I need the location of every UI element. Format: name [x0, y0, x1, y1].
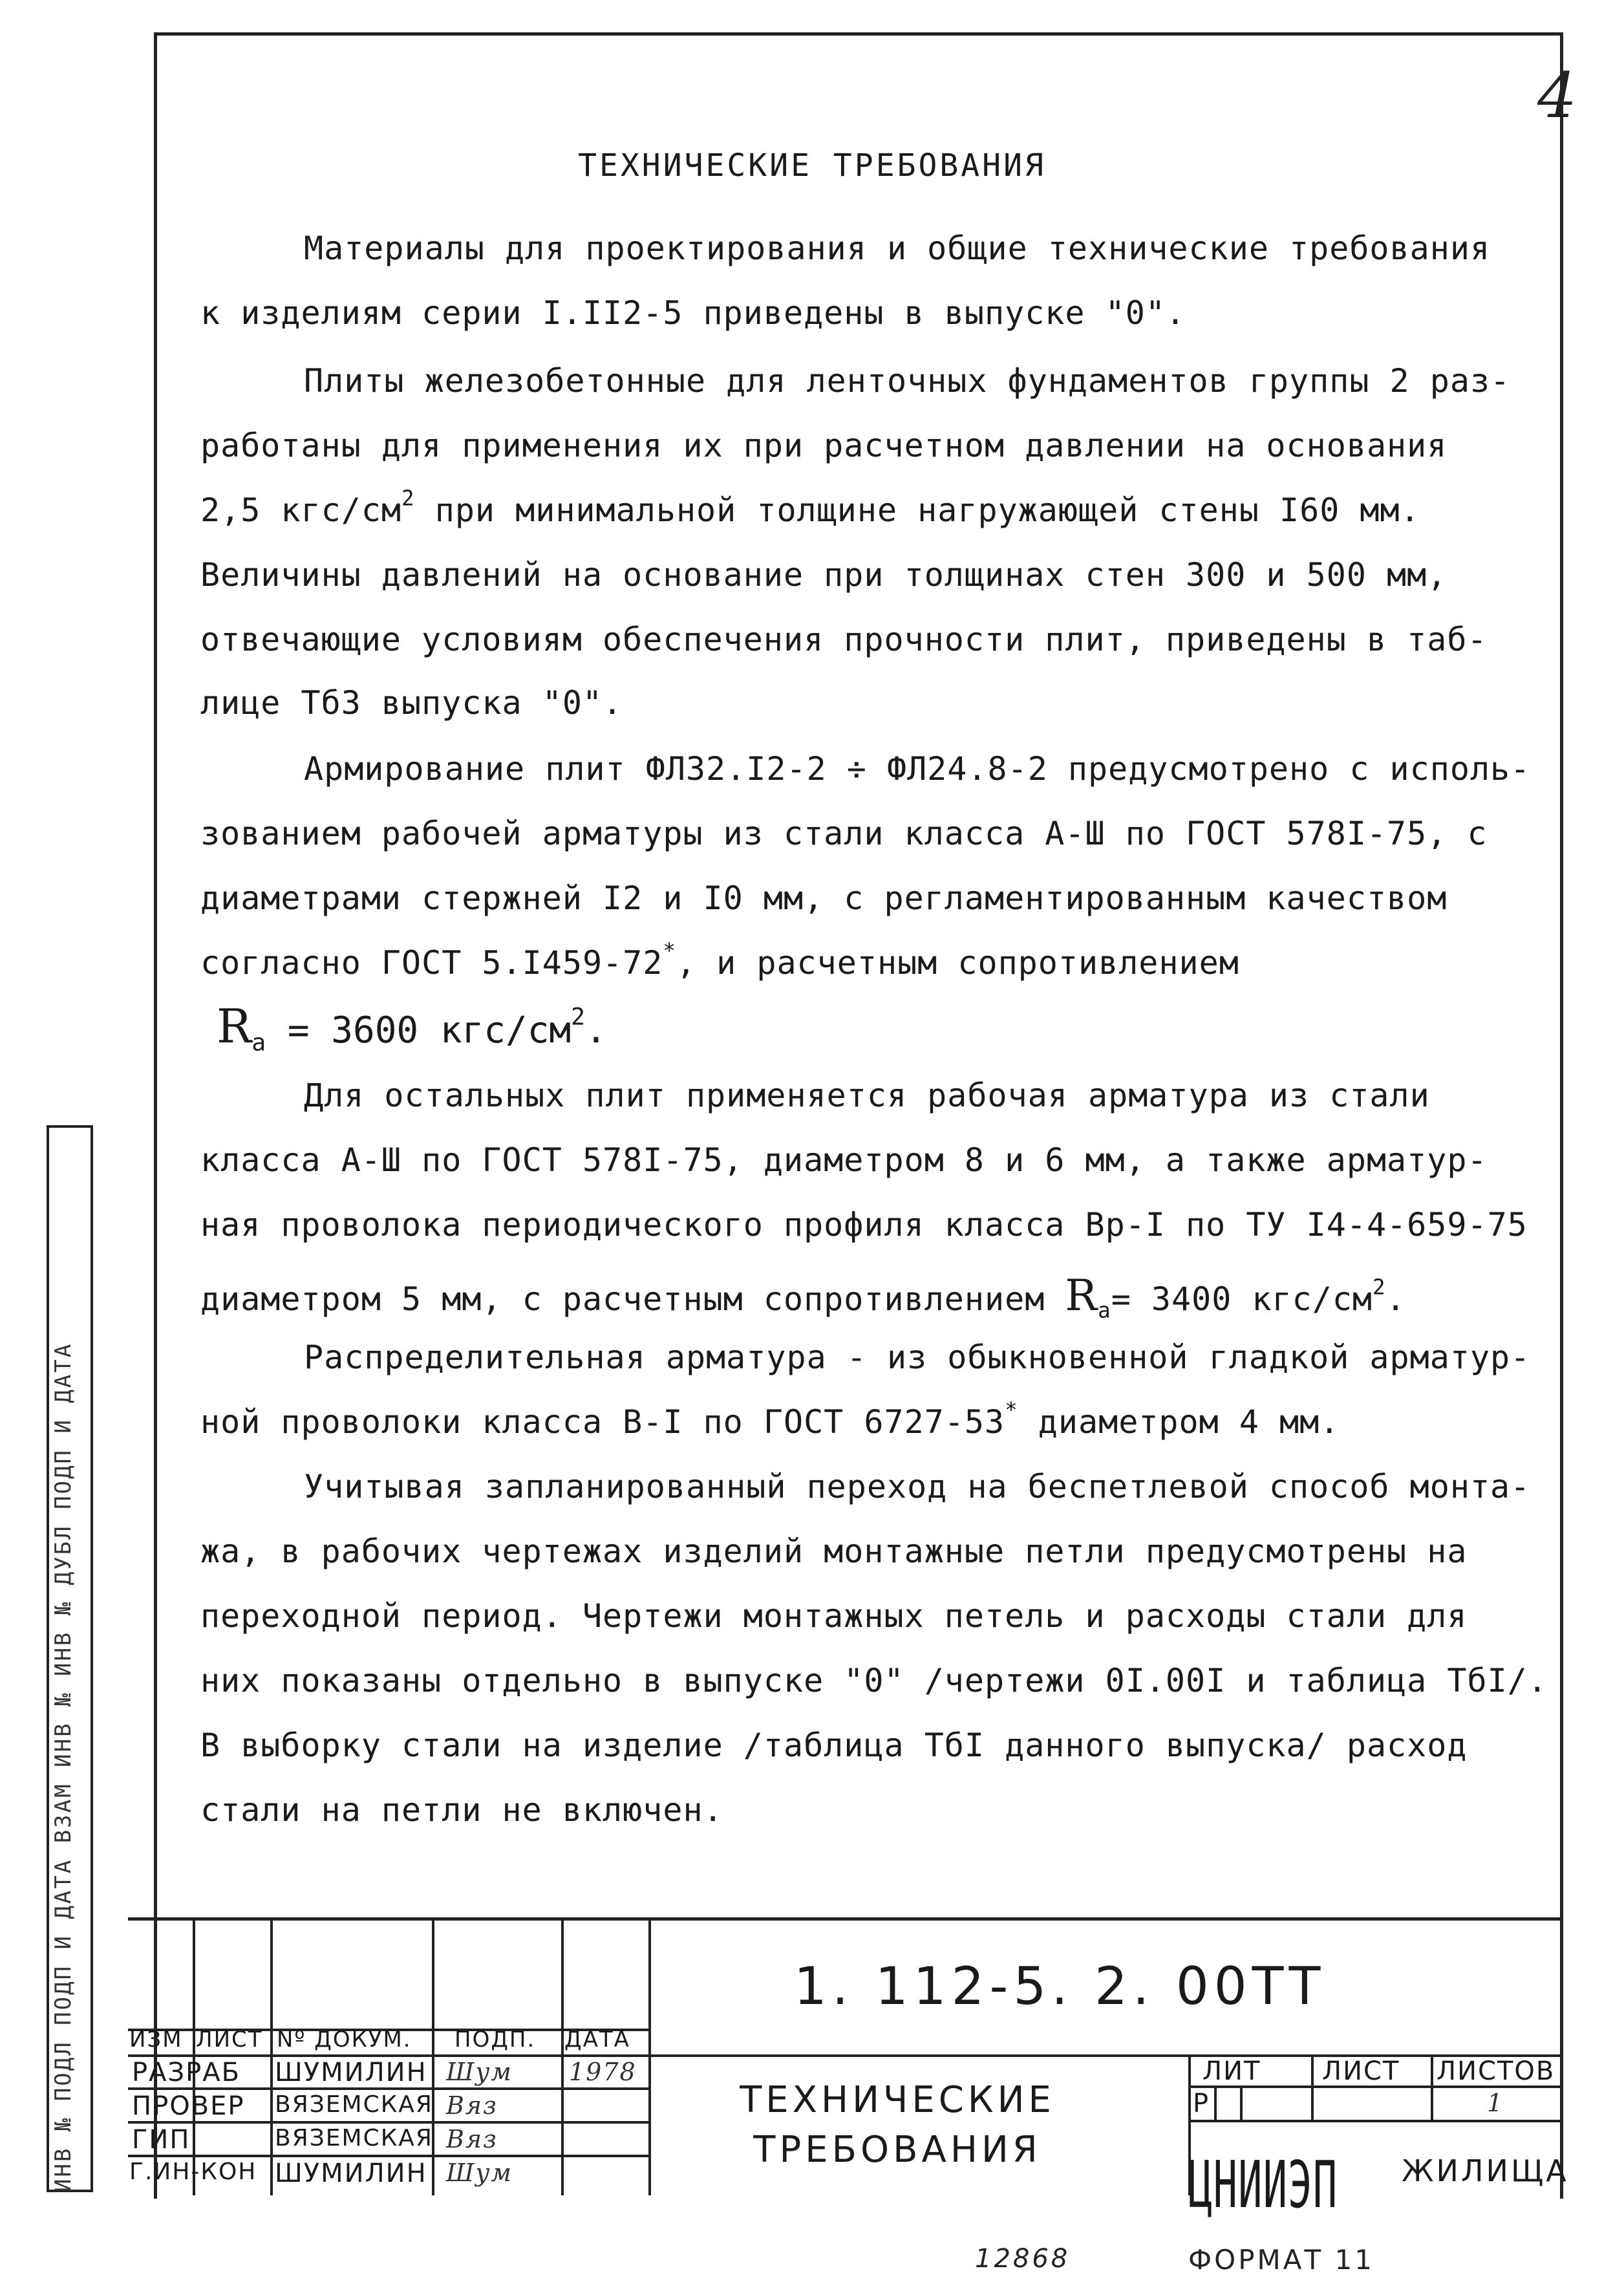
text-line: лице Тб3 выпуска "0".: [200, 684, 623, 722]
text-line: Распределительная арматура - из обыкновенной гладкой арматур-: [304, 1339, 1531, 1376]
tb-line: [648, 1917, 651, 2195]
col-header-sign: ПОДП.: [454, 2027, 536, 2052]
col-header-date: ДАТА: [564, 2027, 630, 2052]
name-gip: ВЯЗЕМСКАЯ: [275, 2125, 433, 2151]
tb-line: [128, 2155, 648, 2157]
signature: Вяз: [446, 2125, 498, 2153]
text-line: Армирование плит ФЛ32.I2-2 ÷ ФЛ24.8-2 предусмотрено с исполь-: [304, 750, 1531, 788]
inventory-number: 12868: [975, 2244, 1071, 2274]
lit-label: ЛИТ: [1202, 2056, 1261, 2086]
tb-line: [193, 1917, 195, 2195]
page-number: 4: [1537, 59, 1577, 132]
col-header-doc: Nº ДОКУМ.: [277, 2027, 412, 2052]
lit-value: Р: [1193, 2089, 1210, 2118]
tb-line: [1214, 2085, 1217, 2120]
tb-line: [1240, 2085, 1243, 2120]
col-header-list: ЛИСТ: [196, 2027, 263, 2052]
side-stamp-label: ИНВ № ПОДЛ ПОДП И ДАТА ВЗАМ ИНВ № ИНВ № ДУБЛ ПОДП И ДАТА: [50, 1342, 76, 2192]
role-razrab: РАЗРАБ: [132, 2058, 241, 2087]
tb-line: [561, 1917, 564, 2195]
text-line: Для остальных плит применяется рабочая арматура из стали: [304, 1077, 1430, 1114]
block-title-line1: ТЕХНИЧЕСКИЕ: [740, 2079, 1055, 2121]
col-header-izm: ИЗМ: [129, 2027, 183, 2052]
role-prover: ПРОВЕР: [132, 2091, 245, 2121]
tb-line: [1431, 2054, 1433, 2120]
name-prover: ВЯЗЕМСКАЯ: [275, 2091, 433, 2118]
text-line: жа, в рабочих чертежах изделий монтажные петли предусмотрены на: [200, 1533, 1468, 1570]
text-line: Плиты железобетонные для ленточных фундаментов группы 2 раз-: [304, 362, 1511, 400]
tb-line: [270, 1917, 273, 2195]
name-gin-kon: ШУМИЛИН: [275, 2159, 427, 2188]
text-line: ная проволока периодического профиля класса Вр-I по ТУ I4-4-659-75: [200, 1206, 1528, 1244]
text-line: согласно ГОСТ 5.I459-72*, и расчетным сопротивлением: [200, 938, 1239, 982]
sheets-value: 1: [1487, 2089, 1504, 2117]
text-line: них показаны отдельно в выпуске "0" /чертежи 0I.00I и таблица ТбI/.: [200, 1662, 1548, 1699]
text-line: Учитывая запланированный переход на беспетлевой способ монта-: [304, 1468, 1531, 1505]
text-line: зованием рабочей арматуры из стали класса А-Ш по ГОСТ 578I-75, с: [200, 815, 1488, 852]
organization-sub: ЖИЛИЩА: [1402, 2153, 1569, 2188]
page-frame: [154, 32, 1563, 2199]
sheet-label: ЛИСТ: [1322, 2056, 1400, 2086]
text-line: Материалы для проектирования и общие технические требования: [304, 230, 1491, 267]
organization-logo: ЦНИИЭП: [1188, 2147, 1338, 2223]
tb-line: [1311, 2054, 1314, 2120]
text-line: стали на петли не включен.: [200, 1791, 723, 1829]
date-value: 1978: [569, 2058, 637, 2086]
text-line: переходной период. Чертежи монтажных петель и расходы стали для: [200, 1597, 1468, 1635]
text-line: класса А-Ш по ГОСТ 578I-75, диаметром 8 и 6 мм, а также арматур-: [200, 1141, 1488, 1179]
formula-ra: $R_a = 3600$ кгс/$см^2$.: [217, 999, 607, 1057]
signature: Шум: [446, 2159, 513, 2187]
signature: Шум: [446, 2058, 513, 2086]
text-line: 2,5 кгс/$см^2$ при минимальной толщине нагружающей стены I60 мм.: [200, 486, 1420, 529]
text-line: В выборку стали на изделие /таблица ТбI данного выпуска/ расход: [200, 1727, 1468, 1764]
block-title-line2: ТРЕБОВАНИЯ: [753, 2129, 1042, 2171]
role-gip: ГИП: [132, 2125, 191, 2155]
page-title: ТЕХНИЧЕСКИЕ ТРЕБОВАНИЯ: [578, 147, 1046, 184]
name-razrab: ШУМИЛИН: [275, 2058, 427, 2087]
text-line: к изделиям серии I.II2-5 приведены в выпуске "0".: [200, 294, 1186, 332]
tb-line: [128, 2121, 648, 2124]
role-gin-kon: Г.ИН-КОН: [129, 2159, 257, 2185]
document-code: 1. 112-5. 2. 00ТТ: [794, 1956, 1326, 2016]
signature: Вяз: [446, 2091, 498, 2120]
text-line: ной проволоки класса В-I по ГОСТ 6727-53* диаметром 4 мм.: [200, 1397, 1340, 1441]
text-line: диаметрами стержней I2 и I0 мм, с регламентированным качеством: [200, 879, 1448, 917]
tb-line: [128, 2087, 648, 2090]
sheets-label: ЛИСТОВ: [1437, 2056, 1555, 2086]
text-line: Величины давлений на основание при толщинах стен 300 и 500 мм,: [200, 556, 1448, 594]
text-line: отвечающие условиям обеспечения прочности плит, приведены в таб-: [200, 621, 1488, 658]
tb-line: [432, 1917, 434, 2195]
text-line: диаметром 5 мм, с расчетным сопротивлением $R_a= 3400$ кгс/$см^2$.: [200, 1271, 1406, 1323]
tb-line: [1188, 2120, 1563, 2122]
text-line: работаны для применения их при расчетном давлении на основания: [200, 427, 1448, 464]
format-label: ФОРМАТ 11: [1188, 2244, 1374, 2276]
